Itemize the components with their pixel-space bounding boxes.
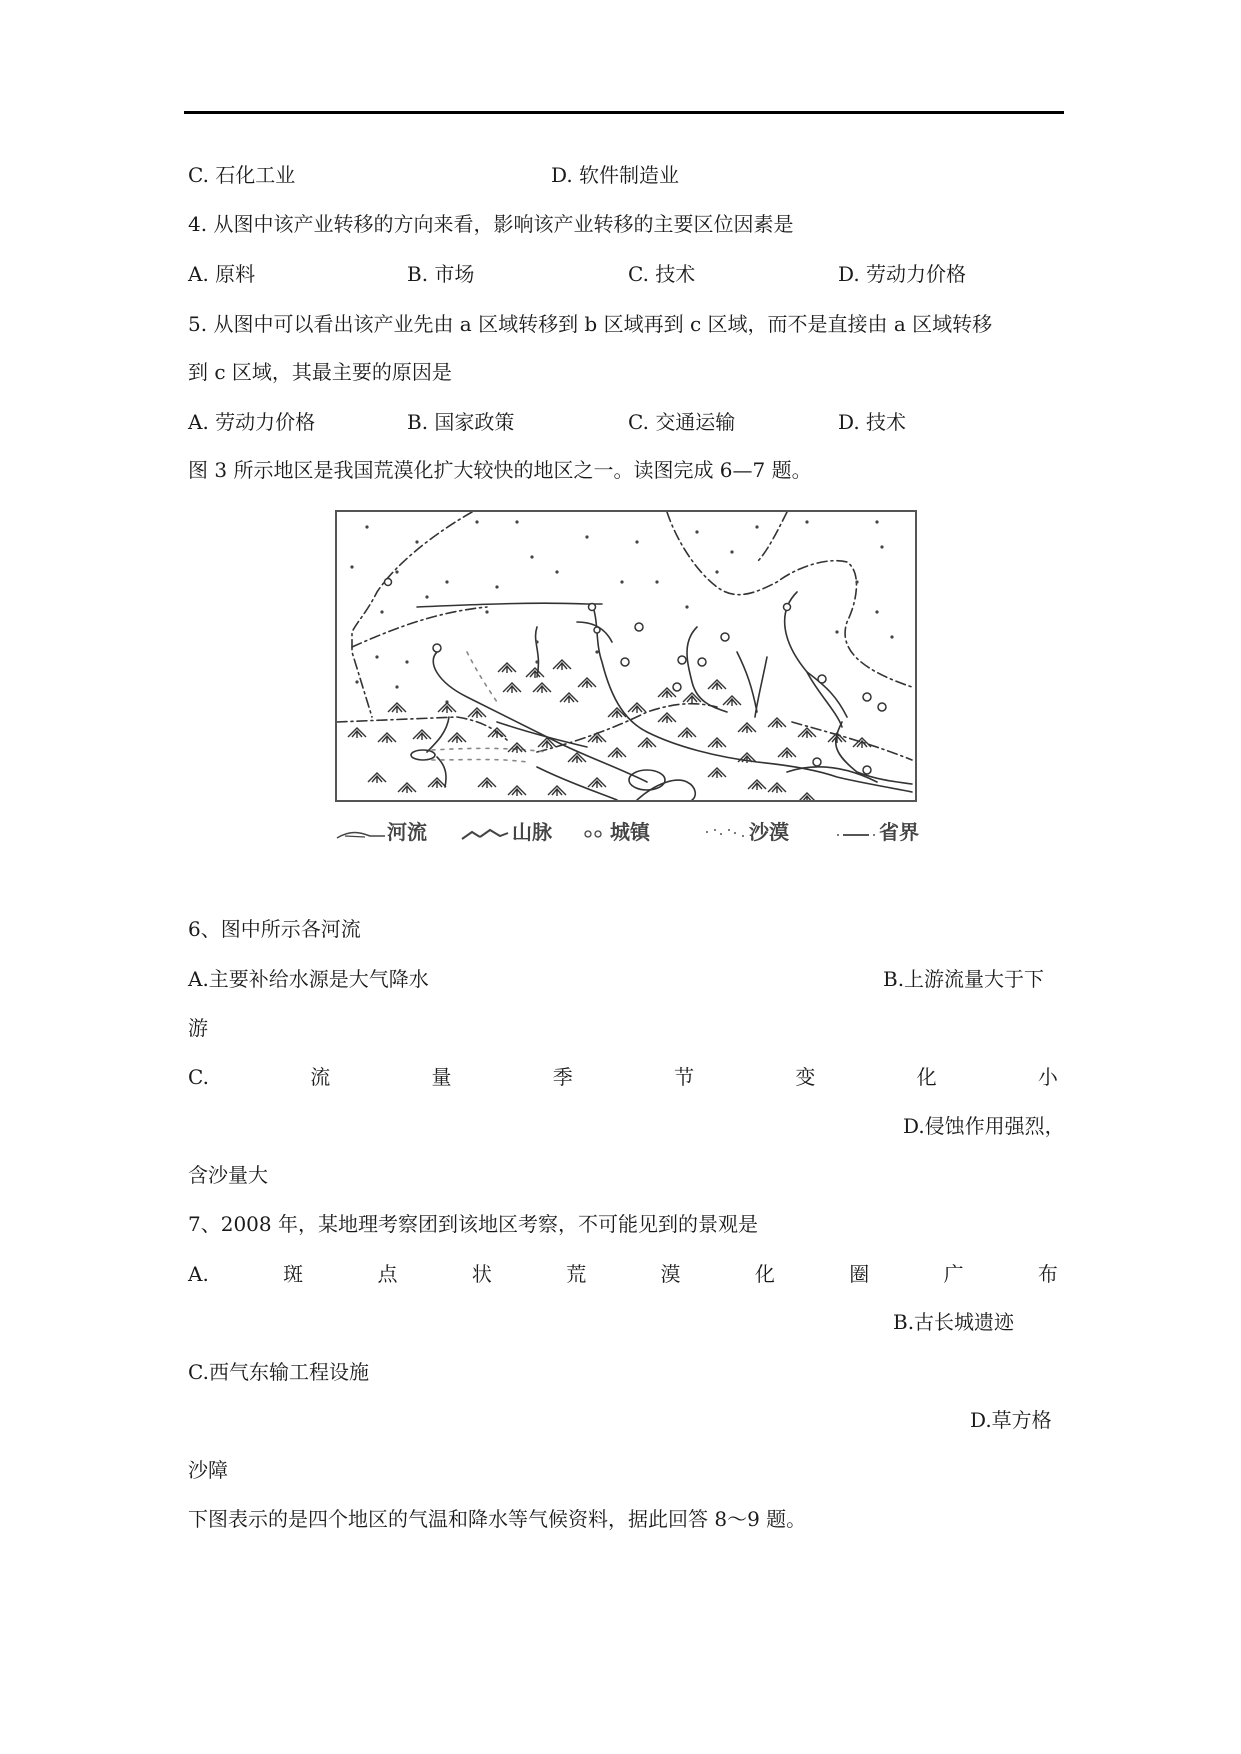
desert-dot [835,630,838,633]
town [818,675,826,683]
mountain-symbol [560,693,578,703]
option-char: 圈 [849,1262,870,1286]
town [678,656,686,664]
option-char: 节 [674,1065,695,1089]
town [433,644,441,652]
desert-dot [475,520,478,523]
mountain-symbol [498,663,516,673]
mountain-symbol [508,743,526,753]
mountain-symbol [798,793,816,800]
mountain-symbol [398,783,416,793]
province-border [352,512,472,717]
desert-dot [875,520,878,523]
option-char: 量 [431,1065,452,1089]
mountains [348,660,871,800]
q7-option-c: C.西气东输工程设施 [188,1360,369,1384]
q7-option-d-line2: 沙障 [188,1458,228,1482]
q6-stem: 6、图中所示各河流 [188,917,361,941]
q4-stem: 4. 从图中该产业转移的方向来看，影响该产业转移的主要区位因素是 [188,212,794,236]
q5-option-b [407,410,514,434]
option-char: 变 [795,1065,816,1089]
mountain-symbol [768,783,786,793]
option-text: 原料 [215,262,256,286]
desert-dot [805,520,808,523]
mountain-symbol [368,773,386,783]
mountain-symbol [438,703,456,713]
mountain-symbol [526,668,544,678]
desert-boundary [432,748,547,752]
option-label: C. [628,410,649,434]
town [721,633,729,641]
option-text: 技术 [655,262,696,286]
option-label: B. [407,262,429,286]
legend-label: 城镇 [610,820,650,844]
option-char: C. [188,1065,209,1089]
q4-option-a [188,262,255,286]
legend-river [335,816,427,845]
mountain-symbol [533,683,551,693]
river [537,767,617,800]
desert-dot [380,610,383,613]
option-char: 布 [1037,1262,1058,1286]
q5-option-c [628,410,735,434]
desert-dot [715,570,718,573]
mountain-symbol [378,733,396,743]
lake [411,750,435,760]
q8-9-intro: 下图表示的是四个地区的气温和降水等气候资料，据此回答 8～9 题。 [188,1507,807,1531]
desert-dot [355,680,358,683]
mountain-symbol [628,703,646,713]
legend-label: 沙漠 [749,820,789,844]
option-text: 石化工业 [215,163,296,187]
mountain-symbol [778,748,796,758]
q4-option-d [838,262,966,286]
q7-stem: 7、2008 年，某地理考察团到该地区考察，不可能见到的景观是 [188,1212,758,1236]
desert-dot [855,580,858,583]
option-text: 软件制造业 [579,163,680,187]
legend-province-border [835,816,919,845]
desert-dot [375,655,378,658]
mountain-symbol [468,708,486,718]
desert-dot [535,660,538,663]
desert-dot [425,595,428,598]
option-label: C. [188,163,209,187]
town [594,627,600,633]
option-char: 季 [552,1065,573,1089]
desert-dot [655,580,658,583]
desert-dot [405,660,408,663]
legend-mountain [460,816,552,845]
option-text: 技术 [866,410,907,434]
desert-dot [875,610,878,613]
river [687,627,727,712]
river-symbol-icon [335,824,387,844]
q3-option-d [551,163,679,187]
option-text: 劳动力价格 [866,262,967,286]
desert-dot [585,535,588,538]
option-label: D. [551,163,573,187]
town [863,693,871,701]
option-text: 市场 [434,262,475,286]
option-char: 状 [471,1262,492,1286]
river [836,722,912,784]
mountain-symbol [638,738,656,748]
option-char: 斑 [283,1262,304,1286]
town [813,758,821,766]
option-char: 点 [377,1262,398,1286]
q5-stem-line2: 到 c 区域，其最主要的原因是 [188,360,452,384]
lake [629,770,665,790]
legend-town [580,816,650,845]
mountain-symbol [723,696,741,706]
mountain-symbol [478,778,496,788]
river [417,603,602,607]
desert-dot [535,640,538,643]
desert-dot [685,605,688,608]
legend-label: 山脉 [512,820,552,844]
option-label: A. [188,410,209,434]
river [755,657,767,717]
town [385,579,392,586]
mountain-symbol [608,748,626,758]
mountain-symbol-icon [460,824,512,844]
mountain-symbol [738,723,756,733]
river [785,592,847,717]
mountain-symbol [658,713,676,723]
desert-boundary [467,652,497,702]
mountain-symbol [798,728,816,738]
river [433,652,647,782]
town [589,604,596,611]
desert-dot [515,520,518,523]
q6-option-b-line2: 游 [188,1016,208,1040]
figure3-map [335,510,917,802]
desert-boundary [432,760,527,763]
mountain-symbol [428,778,446,788]
desert-dot [730,550,733,553]
q4-option-b [407,262,474,286]
q5-option-d [838,410,906,434]
option-label: C. [628,262,649,286]
option-char: A. [188,1262,209,1286]
q4-option-c [628,262,695,286]
q6-option-b-line1: B.上游流量大于下 [883,967,1045,991]
mountain-symbol [588,778,606,788]
option-char: 流 [310,1065,331,1089]
desert-dot [445,580,448,583]
mountain-symbol [578,678,596,688]
desert-dot [415,540,418,543]
province-border [352,607,487,647]
q6-option-d-line1: D.侵蚀作用强烈， [903,1114,1065,1138]
mountain-symbol [708,768,726,778]
option-char: 广 [943,1262,964,1286]
mountain-symbol [548,786,566,796]
mountain-symbol [553,660,571,670]
option-char: 化 [754,1262,775,1286]
legend-desert [703,816,789,845]
mountain-symbol [678,728,696,738]
province-border [792,722,912,760]
legend-label: 省界 [879,820,919,844]
mountain-symbol [413,730,431,740]
option-label: D. [838,410,860,434]
option-text: 劳动力价格 [215,410,316,434]
option-label: A. [188,262,209,286]
mountain-symbol [388,703,406,713]
mountain-symbol [503,683,521,693]
option-label: B. [407,410,429,434]
q6-option-c [188,1065,1058,1089]
q5-stem-line1: 5. 从图中可以看出该产业先由 a 区域转移到 b 区域再到 c 区域，而不是直接由 a 区域转移 [188,312,993,336]
town-symbol-icon [580,824,610,844]
q3-option-c [188,163,295,187]
mountain-symbol [348,728,366,738]
mountain-symbol [708,680,726,690]
desert-dot [485,610,488,613]
mountain-symbol [748,780,766,790]
option-char: 化 [916,1065,937,1089]
border-symbol-icon [835,824,879,844]
mountain-symbol [488,728,506,738]
town [621,658,629,666]
mountain-symbol [588,733,606,743]
mountain-symbol [448,733,466,743]
town [784,604,791,611]
town [863,766,871,774]
river [427,717,449,752]
desert-dot [880,545,883,548]
map-legend [335,816,935,846]
desert-symbol-icon [703,824,749,844]
desert-dot [555,570,558,573]
figure3-intro: 图 3 所示地区是我国荒漠化扩大较快的地区之一。读图完成 6—7 题。 [188,458,812,482]
desert-dot [530,555,533,558]
desert-dot [695,530,698,533]
desert-dot [755,525,758,528]
town [878,703,886,711]
desert-dot [890,635,893,638]
mountain-symbol [708,738,726,748]
desert-dot [595,650,598,653]
mountain-symbol [508,786,526,796]
option-label: D. [838,262,860,286]
desert-dot [365,525,368,528]
town [698,658,706,666]
desert-dot [395,570,398,573]
q6-option-a: A.主要补给水源是大气降水 [188,967,429,991]
town [635,623,643,631]
province-border [757,512,787,562]
desert-dot [350,565,353,568]
desert-dot [495,585,498,588]
mountain-symbol [768,718,786,728]
desert-dot [635,540,638,543]
q5-option-a [188,410,315,434]
option-char: 漠 [660,1262,681,1286]
q7-option-b: B.古长城遗迹 [893,1310,1015,1334]
legend-label: 河流 [387,820,427,844]
map-drawing [337,512,915,800]
option-text: 国家政策 [434,410,515,434]
q7-option-d-line1: D.草方格 [970,1408,1052,1432]
town [673,683,681,691]
desert-dot [620,580,623,583]
option-text: 交通运输 [655,410,736,434]
river [737,652,757,712]
option-char: 小 [1037,1065,1058,1089]
desert-dot [395,685,398,688]
header-rule [184,111,1064,114]
option-char: 荒 [566,1262,587,1286]
q6-option-d-line2: 含沙量大 [188,1163,268,1187]
q7-option-a [188,1262,1058,1286]
